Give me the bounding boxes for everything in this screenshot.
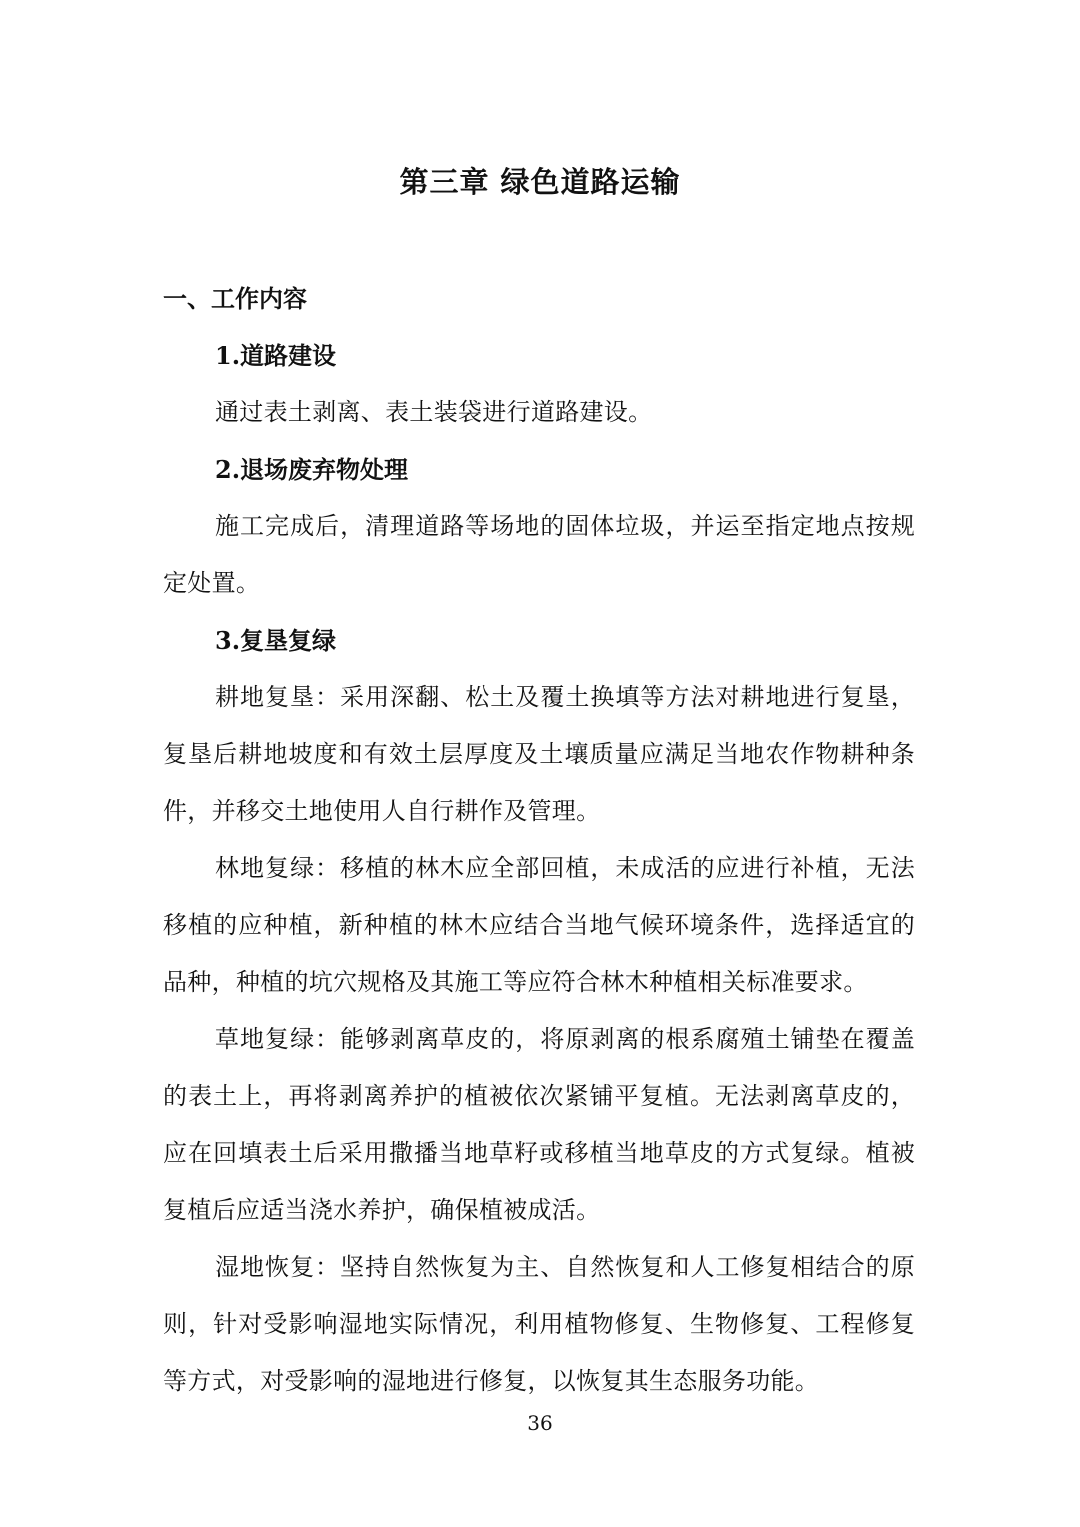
subsection-heading-waste-disposal: 2.退场废弃物处理 bbox=[215, 455, 409, 484]
section-heading: 一、工作内容 bbox=[163, 284, 307, 313]
paragraph-wetland-restoration: 湿地恢复：坚持自然恢复为主、自然恢复和人工修复相结合的原则，针对受影响湿地实际情况，利用植物修复、生物修复、工程修复等方式，对受影响的湿地进行修复，以恢复其生态服务功能。 bbox=[163, 1253, 915, 1395]
paragraph-road-construction: 通过表土剥离、表土装袋进行道路建设。 bbox=[215, 398, 653, 426]
paragraph-grassland-greening: 草地复绿：能够剥离草皮的，将原剥离的根系腐殖土铺垫在覆盖的表土上，再将剥离养护的植被依次紧铺平复植。无法剥离草皮的，应在回填表土后采用撒播当地草籽或移植当地草皮的方式复绿。植被复植后应适当浇水养护，确保植被成活。 bbox=[163, 1025, 915, 1224]
paragraph-forest-greening: 林地复绿：移植的林木应全部回植，未成活的应进行补植，无法移植的应种植，新种植的林木应结合当地气候环境条件，选择适宜的品种，种植的坑穴规格及其施工等应符合林木种植相关标准要求。 bbox=[163, 854, 915, 996]
subsection-heading-reclamation: 3.复垦复绿 bbox=[215, 626, 337, 655]
page-number: 36 bbox=[527, 1411, 553, 1435]
chapter-title: 第三章 绿色道路运输 bbox=[399, 165, 681, 199]
subsection-heading-road-construction: 1.道路建设 bbox=[215, 341, 337, 370]
paragraph-waste-disposal: 施工完成后，清理道路等场地的固体垃圾，并运至指定地点按规定处置。 bbox=[163, 512, 915, 597]
document-body bbox=[163, 270, 915, 1410]
paragraph-farmland-reclamation: 耕地复垦：采用深翻、松土及覆土换填等方法对耕地进行复垦，复垦后耕地坡度和有效土层厚度及土壤质量应满足当地农作物耕种条件，并移交土地使用人自行耕作及管理。 bbox=[163, 683, 915, 825]
